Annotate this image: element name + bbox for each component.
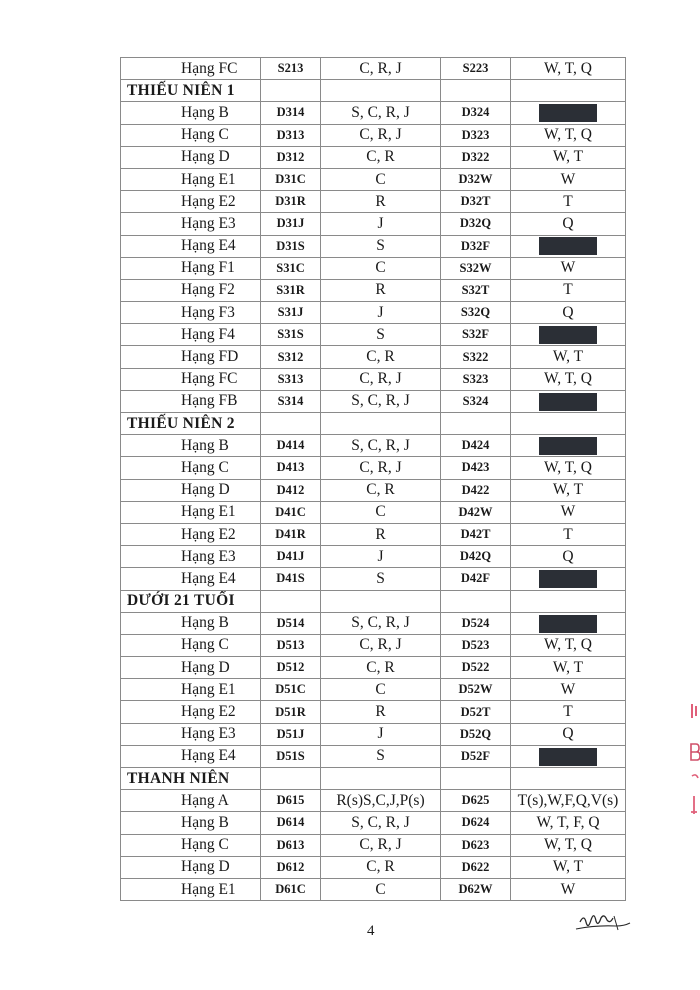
empty-cell — [511, 768, 626, 790]
event-list-group-2 — [511, 390, 626, 412]
category-name: Hạng B — [121, 102, 261, 124]
event-list-group-1: J — [321, 723, 441, 745]
event-code-group-2: D524 — [441, 612, 511, 634]
table-row — [121, 501, 626, 523]
table-row — [121, 745, 626, 767]
event-list-group-1: J — [321, 213, 441, 235]
event-code-group-2: S32Q — [441, 302, 511, 324]
section-row — [121, 768, 626, 790]
table-row — [121, 723, 626, 745]
event-list-group-2: W, T — [511, 146, 626, 168]
event-list-group-1: C, R, J — [321, 457, 441, 479]
event-code-group-2: D42Q — [441, 546, 511, 568]
event-code-group-2: S322 — [441, 346, 511, 368]
table-row — [121, 834, 626, 856]
table-row — [121, 58, 626, 80]
table-row — [121, 634, 626, 656]
event-code-group-1: D312 — [261, 146, 321, 168]
event-code-group-2: D32F — [441, 235, 511, 257]
event-code-group-2: D323 — [441, 124, 511, 146]
category-name: Hạng C — [121, 457, 261, 479]
event-list-group-1: S, C, R, J — [321, 612, 441, 634]
event-list-group-2: T — [511, 523, 626, 545]
table-row — [121, 279, 626, 301]
event-list-group-2: W, T, Q — [511, 368, 626, 390]
event-code-group-1: D41R — [261, 523, 321, 545]
event-list-group-1: R — [321, 191, 441, 213]
event-list-group-1: R — [321, 523, 441, 545]
event-code-group-1: S31R — [261, 279, 321, 301]
event-code-group-2: D422 — [441, 479, 511, 501]
empty-cell — [321, 590, 441, 612]
table-row — [121, 102, 626, 124]
event-code-group-1: S31S — [261, 324, 321, 346]
event-list-group-2: Q — [511, 302, 626, 324]
table-row — [121, 235, 626, 257]
event-code-group-2: D32Q — [441, 213, 511, 235]
section-row — [121, 590, 626, 612]
event-code-group-1: D51S — [261, 745, 321, 767]
empty-cell — [321, 80, 441, 102]
table-row — [121, 302, 626, 324]
event-code-group-2: D32T — [441, 191, 511, 213]
table-row — [121, 523, 626, 545]
category-name: Hạng F2 — [121, 279, 261, 301]
event-list-group-2: W — [511, 878, 626, 900]
event-list-group-1: R(s)S,C,J,P(s) — [321, 790, 441, 812]
event-list-group-1: C, R — [321, 657, 441, 679]
table-row — [121, 679, 626, 701]
section-title: DƯỚI 21 TUỔI — [121, 590, 261, 612]
event-list-group-1: S, C, R, J — [321, 390, 441, 412]
category-name: Hạng C — [121, 834, 261, 856]
event-list-group-2: W, T — [511, 346, 626, 368]
event-list-group-2: T — [511, 701, 626, 723]
category-name: Hạng E1 — [121, 679, 261, 701]
table-row — [121, 812, 626, 834]
category-name: Hạng FB — [121, 390, 261, 412]
event-list-group-1: C, R — [321, 146, 441, 168]
category-name: Hạng E2 — [121, 191, 261, 213]
category-name: Hạng E4 — [121, 745, 261, 767]
event-code-group-1: D41S — [261, 568, 321, 590]
redaction-block — [539, 570, 597, 588]
event-code-group-1: S314 — [261, 390, 321, 412]
table-row — [121, 191, 626, 213]
event-code-group-1: D614 — [261, 812, 321, 834]
event-list-group-1: R — [321, 279, 441, 301]
event-list-group-1: J — [321, 302, 441, 324]
event-code-group-2: D424 — [441, 435, 511, 457]
event-code-group-1: D31C — [261, 168, 321, 190]
event-code-group-1: S31J — [261, 302, 321, 324]
table-row — [121, 390, 626, 412]
page-number: 4 — [367, 923, 375, 939]
event-code-group-1: D31S — [261, 235, 321, 257]
event-list-group-2: W — [511, 257, 626, 279]
table-body — [121, 58, 626, 901]
redaction-block — [539, 104, 597, 122]
event-code-group-1: D51J — [261, 723, 321, 745]
event-code-group-1: S312 — [261, 346, 321, 368]
event-list-group-2 — [511, 568, 626, 590]
event-list-group-2: T — [511, 191, 626, 213]
event-list-group-2: Q — [511, 213, 626, 235]
event-list-group-2: Q — [511, 546, 626, 568]
category-name: Hạng D — [121, 856, 261, 878]
category-name: Hạng E1 — [121, 878, 261, 900]
event-list-group-1: S — [321, 324, 441, 346]
event-code-group-2: D523 — [441, 634, 511, 656]
event-code-group-1: S31C — [261, 257, 321, 279]
table-row — [121, 324, 626, 346]
empty-cell — [511, 413, 626, 435]
category-name: Hạng FC — [121, 58, 261, 80]
table-row — [121, 457, 626, 479]
event-code-group-2: D322 — [441, 146, 511, 168]
category-name: Hạng F4 — [121, 324, 261, 346]
event-list-group-1: C — [321, 501, 441, 523]
event-list-group-1: C, R — [321, 856, 441, 878]
event-code-group-2: D52T — [441, 701, 511, 723]
event-code-group-2: D522 — [441, 657, 511, 679]
category-name: Hạng B — [121, 612, 261, 634]
event-code-group-1: D41C — [261, 501, 321, 523]
event-code-group-2: D42W — [441, 501, 511, 523]
table-row — [121, 213, 626, 235]
section-row — [121, 80, 626, 102]
table-row — [121, 124, 626, 146]
event-list-group-2 — [511, 235, 626, 257]
event-code-group-1: D514 — [261, 612, 321, 634]
redaction-block — [539, 393, 597, 411]
table-row — [121, 878, 626, 900]
table-row — [121, 257, 626, 279]
empty-cell — [441, 590, 511, 612]
event-list-group-2 — [511, 324, 626, 346]
event-code-group-2: D624 — [441, 812, 511, 834]
event-list-group-1: C, R, J — [321, 368, 441, 390]
table-row — [121, 790, 626, 812]
category-name: Hạng E1 — [121, 168, 261, 190]
event-code-group-2: D42F — [441, 568, 511, 590]
table-row — [121, 435, 626, 457]
event-list-group-1: S — [321, 235, 441, 257]
event-code-group-2: S324 — [441, 390, 511, 412]
event-code-group-2: S32T — [441, 279, 511, 301]
document-sheet — [120, 57, 625, 901]
event-code-group-2: D625 — [441, 790, 511, 812]
event-list-group-1: S — [321, 745, 441, 767]
event-list-group-2: W — [511, 168, 626, 190]
event-code-group-1: D612 — [261, 856, 321, 878]
event-list-group-1: C, R, J — [321, 124, 441, 146]
event-code-group-1: D51C — [261, 679, 321, 701]
event-list-group-2: W, T, F, Q — [511, 812, 626, 834]
section-title: THIẾU NIÊN 1 — [121, 80, 261, 102]
event-code-group-1: D613 — [261, 834, 321, 856]
category-name: Hạng D — [121, 146, 261, 168]
category-name: Hạng E3 — [121, 213, 261, 235]
event-code-group-2: D52F — [441, 745, 511, 767]
empty-cell — [441, 80, 511, 102]
table-row — [121, 701, 626, 723]
empty-cell — [261, 80, 321, 102]
category-name: Hạng E4 — [121, 235, 261, 257]
event-code-group-1: D51R — [261, 701, 321, 723]
event-list-group-2: W, T, Q — [511, 834, 626, 856]
redaction-block — [539, 237, 597, 255]
empty-cell — [321, 768, 441, 790]
category-name: Hạng E4 — [121, 568, 261, 590]
empty-cell — [441, 768, 511, 790]
event-list-group-2: W, T, Q — [511, 634, 626, 656]
table-row — [121, 568, 626, 590]
event-list-group-1: C — [321, 168, 441, 190]
redaction-block — [539, 437, 597, 455]
event-code-group-1: D41J — [261, 546, 321, 568]
event-code-group-2: S32F — [441, 324, 511, 346]
empty-cell — [261, 768, 321, 790]
event-code-group-1: D313 — [261, 124, 321, 146]
event-code-group-1: D61C — [261, 878, 321, 900]
table-row — [121, 546, 626, 568]
event-list-group-2 — [511, 435, 626, 457]
category-name: Hạng B — [121, 812, 261, 834]
event-code-group-1: D615 — [261, 790, 321, 812]
event-code-group-2: D622 — [441, 856, 511, 878]
category-name: Hạng FD — [121, 346, 261, 368]
event-list-group-1: S, C, R, J — [321, 435, 441, 457]
table-row — [121, 346, 626, 368]
event-code-group-2: D62W — [441, 878, 511, 900]
event-list-group-1: S, C, R, J — [321, 812, 441, 834]
category-name: Hạng B — [121, 435, 261, 457]
event-code-group-1: D31J — [261, 213, 321, 235]
event-code-group-2: S32W — [441, 257, 511, 279]
event-code-group-1: D414 — [261, 435, 321, 457]
redaction-block — [539, 748, 597, 766]
event-list-group-1: C, R, J — [321, 58, 441, 80]
category-name: Hạng E2 — [121, 701, 261, 723]
event-list-group-1: C, R — [321, 346, 441, 368]
event-code-group-2: S323 — [441, 368, 511, 390]
category-name: Hạng A — [121, 790, 261, 812]
event-list-group-2: W, T — [511, 856, 626, 878]
event-code-group-2: D423 — [441, 457, 511, 479]
edge-stamp-icon — [688, 700, 700, 830]
event-list-group-1: C — [321, 878, 441, 900]
event-list-group-2: W, T, Q — [511, 457, 626, 479]
event-code-group-2: D52W — [441, 679, 511, 701]
event-list-group-2: W — [511, 501, 626, 523]
empty-cell — [441, 413, 511, 435]
event-list-group-1: C, R, J — [321, 834, 441, 856]
table-row — [121, 168, 626, 190]
event-code-group-2: S223 — [441, 58, 511, 80]
event-code-group-1: D512 — [261, 657, 321, 679]
event-list-group-2: W, T — [511, 657, 626, 679]
event-list-group-2: Q — [511, 723, 626, 745]
table-row — [121, 368, 626, 390]
table-row — [121, 479, 626, 501]
event-list-group-1: R — [321, 701, 441, 723]
table-row — [121, 612, 626, 634]
category-name: Hạng E3 — [121, 546, 261, 568]
category-name: Hạng E2 — [121, 523, 261, 545]
event-list-group-1: S, C, R, J — [321, 102, 441, 124]
event-list-group-1: C — [321, 679, 441, 701]
event-list-group-1: J — [321, 546, 441, 568]
event-list-group-2: W, T, Q — [511, 58, 626, 80]
event-list-group-2: T — [511, 279, 626, 301]
category-name: Hạng C — [121, 124, 261, 146]
table-row — [121, 856, 626, 878]
event-list-group-2: W — [511, 679, 626, 701]
category-name: Hạng E1 — [121, 501, 261, 523]
event-code-group-1: D314 — [261, 102, 321, 124]
event-code-group-1: D513 — [261, 634, 321, 656]
redaction-block — [539, 326, 597, 344]
category-name: Hạng F1 — [121, 257, 261, 279]
event-list-group-2 — [511, 102, 626, 124]
section-row — [121, 413, 626, 435]
empty-cell — [261, 413, 321, 435]
category-name: Hạng F3 — [121, 302, 261, 324]
event-code-group-2: D32W — [441, 168, 511, 190]
event-code-group-2: D52Q — [441, 723, 511, 745]
category-name: Hạng FC — [121, 368, 261, 390]
event-code-group-1: D412 — [261, 479, 321, 501]
empty-cell — [511, 80, 626, 102]
section-title: THANH NIÊN — [121, 768, 261, 790]
event-list-group-2: W, T, Q — [511, 124, 626, 146]
signature-icon — [574, 910, 634, 936]
event-list-group-2 — [511, 612, 626, 634]
section-title: THIẾU NIÊN 2 — [121, 413, 261, 435]
category-name: Hạng D — [121, 657, 261, 679]
event-code-group-1: D31R — [261, 191, 321, 213]
empty-cell — [261, 590, 321, 612]
table-row — [121, 146, 626, 168]
classification-table — [120, 57, 626, 901]
event-list-group-1: S — [321, 568, 441, 590]
event-list-group-1: C, R, J — [321, 634, 441, 656]
category-name: Hạng E3 — [121, 723, 261, 745]
event-list-group-2: T(s),W,F,Q,V(s) — [511, 790, 626, 812]
event-code-group-2: D623 — [441, 834, 511, 856]
event-code-group-2: D324 — [441, 102, 511, 124]
table-row — [121, 657, 626, 679]
empty-cell — [511, 590, 626, 612]
event-code-group-2: D42T — [441, 523, 511, 545]
event-code-group-1: S313 — [261, 368, 321, 390]
category-name: Hạng C — [121, 634, 261, 656]
empty-cell — [321, 413, 441, 435]
event-list-group-1: C, R — [321, 479, 441, 501]
event-list-group-2: W, T — [511, 479, 626, 501]
redaction-block — [539, 615, 597, 633]
event-list-group-1: C — [321, 257, 441, 279]
event-list-group-2 — [511, 745, 626, 767]
event-code-group-1: S213 — [261, 58, 321, 80]
event-code-group-1: D413 — [261, 457, 321, 479]
category-name: Hạng D — [121, 479, 261, 501]
